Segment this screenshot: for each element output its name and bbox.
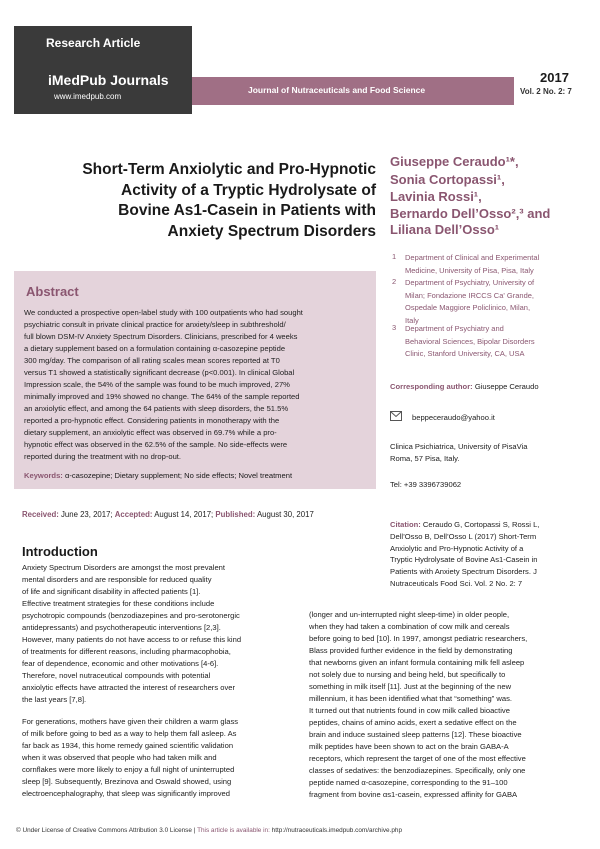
body-text-line: fragment from bovine αs1-casein, expressed affinity for GABA <box>309 790 518 799</box>
body-text-line: of treatments for different reasons, including pharmacophobia, <box>22 647 231 656</box>
author: Bernardo Dell’Osso²,³ and <box>390 206 551 221</box>
citation-line: Dell’Osso B, Dell’Osso L (2017) Short-Term <box>390 531 537 541</box>
corresponding-author <box>390 382 539 391</box>
body-text-line: of life and significant disability in affected patients [1]. <box>22 587 201 596</box>
abstract-line: a dietary supplement based on a formulation containing α-casozepine peptide <box>24 344 286 353</box>
footer-separator: | <box>193 827 196 834</box>
body-text-line: millennium, it has been identified what that “something” was. <box>309 694 513 703</box>
journal-name: Journal of Nutraceuticals and Food Science <box>248 85 426 95</box>
citation-line: Anxiolytic and Pro-Hypnotic Activity of a <box>390 543 524 553</box>
body-text-line: cornflakes were more likely to enjoy a full night of uninterrupted <box>22 765 235 774</box>
affiliation-line: Behavioral Sciences, Bipolar Disorders <box>405 336 535 346</box>
body-text-line: not solely due to nursing and being held, but specifically to <box>309 670 506 679</box>
affiliation-line: Clinic, Stanford University, CA, USA <box>405 349 525 358</box>
abstract-line: reported during the treatment with no drop-out. <box>24 452 182 461</box>
author: Giuseppe Ceraudo¹*, <box>390 154 519 169</box>
footer <box>16 827 402 834</box>
issue-year: 2017 <box>540 70 569 85</box>
body-text-line: brain and induce sustained sleep patterns [12]. These bioactive <box>309 730 522 739</box>
affiliation-line: Department of Psychiatry and <box>405 324 504 333</box>
abstract-line: dietary supplement, an anxiolytic effect was observed in 69.7% while a pro- <box>24 428 277 437</box>
keywords-label: Keywords: <box>24 471 63 480</box>
abstract-line: reported a pro-hypnotic effect. Considering patients in monotherapy with the <box>24 416 280 425</box>
body-text-line: peptides, chains of amino acids, exert a sedative effect on the <box>309 718 517 727</box>
affiliation <box>405 252 585 277</box>
affiliation-line: Medicine, University of Pisa, Pisa, Italy <box>405 265 534 275</box>
affiliation-line: Ospedale Maggiore Policlinico, Milan, <box>405 303 531 312</box>
body-text-line: Therefore, novel nutraceutical compounds with potential <box>22 671 211 680</box>
affiliation <box>405 323 585 361</box>
telephone: Tel: +39 3396739062 <box>390 480 462 489</box>
received-date: June 23, 2017; <box>61 510 113 519</box>
body-text-line: milk peptides have been shown to act on the brain GABA-A <box>309 742 509 751</box>
body-text-line: something in milk itself [11]. Just at the beginning of the new <box>309 682 512 691</box>
abstract-line: psychiatric consult in private clinical practice for anxiety/sleep in subthreshold/ <box>24 320 286 329</box>
abstract-line: versus T1 showed a statistically significant decrease (p<0.001). In clinical Global <box>24 368 295 377</box>
body-text-line: psychotropic compounds (benzodiazepines and pro-serotonergic <box>22 611 240 620</box>
body-text-line: It turned out that nutrients found in cow milk called bioactive <box>309 706 510 715</box>
article-type: Research Article <box>46 36 141 50</box>
abstract-line: hypnotic effect was observed in the 62.5% of the sample. No side-effects were <box>24 440 288 449</box>
introduction-heading: Introduction <box>22 544 98 559</box>
body-text-line: For generations, mothers have given their children a warm glass <box>22 717 239 726</box>
abstract-line: 300 mg/day. The comparison of all rating scales mean scores reported at T0 <box>24 356 280 365</box>
affiliation <box>405 277 585 327</box>
address-line: Roma, 57 Pisa, Italy. <box>390 454 460 463</box>
abstract-line: Impression scale, the 54% of the sample was found to be much improved, 27% <box>24 380 290 389</box>
body-text-line: fear of dependence, economic and other motivations [4-6]. <box>22 659 219 668</box>
abstract-line: full blown DSM-IV Anxiety Spectrum Disorders. Clinicians, prescribed for 4 weeks <box>24 332 298 341</box>
affiliation-line: Department of Clinical and Experimental <box>405 253 540 262</box>
affiliation-number: 1 <box>392 252 397 261</box>
accepted-label: Accepted: <box>114 510 153 519</box>
abstract-line: We conducted a prospective open-label study with 100 outpatients who had sought <box>24 308 303 317</box>
issue-volume: Vol. 2 No. 2: 7 <box>520 87 572 96</box>
body-text-line: Blass provided further evidence in the field by demonstrating <box>309 646 513 655</box>
abstract-heading: Abstract <box>26 284 79 299</box>
title-line: Anxiety Spectrum Disorders <box>167 222 376 240</box>
body-text-line: (longer and un-interrupted night sleep-time) in older people, <box>309 610 510 619</box>
body-text-line: when it was observed that people who had taken milk and <box>22 753 217 762</box>
body-text-line: when they had taken a combination of cow milk and cereals <box>309 622 510 631</box>
citation-line: Nutraceuticals Food Sci. Vol. 2 No. 2: 7 <box>390 578 523 588</box>
author: Sonia Cortopassi¹, <box>390 172 505 187</box>
received-label: Received: <box>22 510 59 519</box>
body-text-line: before going to bed [10]. In 1997, amongst pediatric researchers, <box>309 634 528 643</box>
address-line: Clinica Psichiatrica, University of PisaVia <box>390 442 528 451</box>
keywords <box>24 471 292 480</box>
citation-label: Citation: <box>390 520 421 529</box>
license-text: © Under License of Creative Commons Attribution 3.0 License <box>16 827 192 834</box>
archive-link[interactable]: http://nutraceuticals.imedpub.com/archive.php <box>271 827 403 834</box>
body-text-line: mental disorders and are responsible for reduced quality <box>22 575 212 584</box>
published-label: Published: <box>215 510 256 519</box>
accepted-date: August 14, 2017; <box>154 510 214 519</box>
citation-line: Tryptic Hydrolysate of Bovine As1-Casein in <box>390 555 538 565</box>
publisher-url[interactable]: www.imedpub.com <box>54 92 122 101</box>
body-text-line: However, many patients do not have access to or refuse this kind <box>22 635 242 644</box>
body-text-line: Anxiety Spectrum Disorders are amongst the most prevalent <box>22 563 226 572</box>
body-text-line: that newborns given an infant formula containing milk fell asleep <box>309 658 525 667</box>
title-line: Bovine As1-Casein in Patients with <box>118 202 376 219</box>
citation-line: Ceraudo G, Cortopassi S, Rossi L, <box>422 520 540 529</box>
body-text-line: sleep [9]. Subsequently, Brezinova and Oswald showed, using <box>22 777 232 786</box>
abstract-line: minimally improved and 19% showed no change. The 64% of the sample reported <box>24 392 300 401</box>
published-date: August 30, 2017 <box>256 510 314 519</box>
publisher-block <box>14 26 192 114</box>
keywords-list: α-casozepine; Dietary supplement; No side effects; Novel treatment <box>64 471 293 480</box>
abstract-box <box>14 271 376 489</box>
body-text-line: peptide named α-casozepine, corresponding to the 91–100 <box>309 778 508 787</box>
corresponding-label: Corresponding author: <box>390 382 473 391</box>
email-icon <box>390 410 402 422</box>
title-line: Short-Term Anxiolytic and Pro-Hypnotic <box>82 161 376 178</box>
affiliation-line: Department of Psychiatry, University of <box>405 278 535 287</box>
body-text-line: anxiolytic effects have attracted the interest of researchers over <box>22 683 236 692</box>
available-label: This article is available in: <box>197 827 270 834</box>
article-dates <box>22 510 314 519</box>
citation <box>390 519 539 590</box>
body-text-line: receptors, which represent the target of one of the most effective <box>309 754 526 763</box>
affiliation-line: Italy <box>405 315 419 325</box>
author: Lavinia Rossi¹, <box>390 189 482 204</box>
body-text-line: far back as 1934, this home remedy gained scientific validation <box>22 741 234 750</box>
affiliation-line: Milan; Fondazione IRCCS Ca' Grande, <box>405 290 534 300</box>
publisher-name: iMedPub Journals <box>48 72 169 88</box>
email-link[interactable]: beppeceraudo@yahoo.it <box>412 413 495 422</box>
body-text-line: electroencephalography, that sleep was significantly improved <box>22 789 230 798</box>
corresponding-name: Giuseppe Ceraudo <box>474 382 539 391</box>
body-text-line: classes of sedatives: the benzodiazepines. Specifically, only one <box>309 766 526 775</box>
journal-band <box>192 77 514 105</box>
body-text-line: the last years [7,8]. <box>22 695 87 704</box>
body-text-line: antidepressants) and psychotherapeutic interventions [2,3]. <box>22 623 221 632</box>
title-line: Activity of a Tryptic Hydrolysate of <box>121 181 376 199</box>
body-text-line: of milk before going to bed as a way to help them fall asleep. As <box>22 729 237 738</box>
author: Liliana Dell’Osso¹ <box>390 222 500 237</box>
affiliation-number: 2 <box>392 277 397 286</box>
affiliation-number: 3 <box>392 323 397 332</box>
citation-line: Patients with Anxiety Spectrum Disorders. J <box>390 567 537 577</box>
body-text-line: Effective treatment strategies for these conditions include <box>22 599 215 608</box>
article-title <box>30 160 376 242</box>
corresponding-address <box>390 441 527 465</box>
abstract-line: an anxiolytic effect, and among the 64 patients with sleep disorders, the 51.5% <box>24 404 289 413</box>
